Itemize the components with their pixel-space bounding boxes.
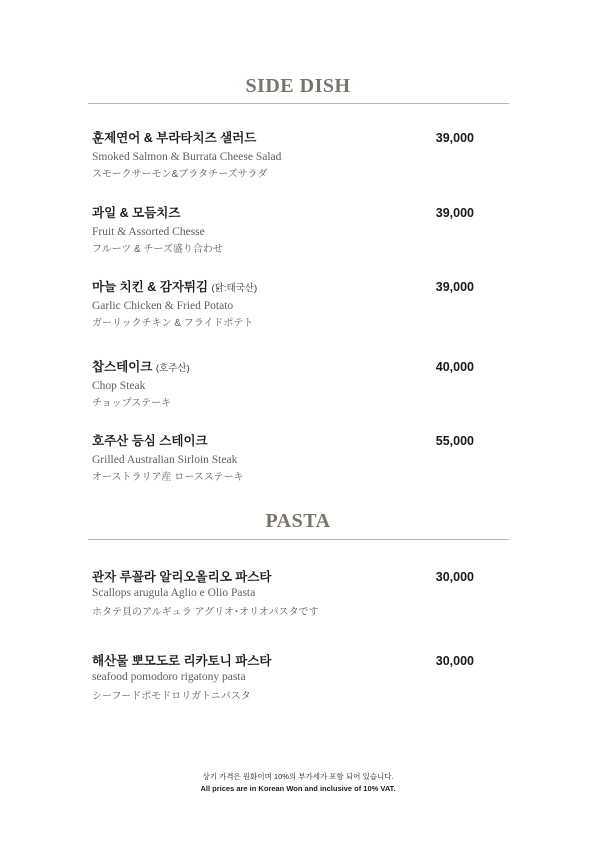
item-price: 30,000 [435,570,474,584]
item-name-jp: ホタテ貝のアルギュラ アグリオ･オリオパスタです [92,607,319,618]
menu-item [92,651,482,702]
menu-item [92,203,482,255]
item-name-jp: ガーリックチキン & フライドポテト [92,318,254,329]
item-name-kr: 찹스테이크 (호주산) [92,360,190,374]
item-name-en: Garlic Chicken & Fried Potato [92,300,234,312]
item-name-kr: 과일 & 모듬치즈 [92,206,181,220]
item-name-en: seafood pomodoro rigatony pasta [92,671,246,683]
footer-note-en: All prices are in Korean Won and inclusive of 10% VAT. [200,784,396,793]
menu-item [92,357,482,409]
item-name-kr: 호주산 등심 스테이크 [92,434,208,448]
item-name-en: Chop Steak [92,380,146,392]
item-origin-note: (닭:태국산) [211,283,258,294]
item-price: 55,000 [435,434,474,448]
item-name-kr: 마늘 치킨 & 감자튀김 (닭:태국산) [92,280,258,294]
item-price: 39,000 [435,206,474,220]
item-name-en: Grilled Australian Sirloin Steak [92,454,238,466]
item-name-jp: チョップステーキ [92,398,172,409]
item-price: 39,000 [435,131,474,145]
item-name-kr: 훈제연어 & 부라타치즈 샐러드 [92,131,257,145]
section-title-side-dish: SIDE DISH [245,75,351,97]
menu-item [92,277,482,329]
menu-item [92,431,482,483]
item-price: 39,000 [435,280,474,294]
footer-note-kr: 상기 가격은 원화이며 10%의 부가세가 포함 되어 있습니다. [202,772,394,781]
section-divider [88,539,509,540]
item-name-en: Fruit & Assorted Chesse [92,226,205,238]
item-price: 40,000 [435,360,474,374]
menu-item [92,567,482,618]
item-name-jp: オーストラリア産 ロースステーキ [92,472,244,483]
item-name-en: Scallops arugula Aglio e Olio Pasta [92,587,256,599]
item-name-en: Smoked Salmon & Burrata Cheese Salad [92,151,282,163]
section-title-pasta: PASTA [265,510,331,532]
menu-item [92,128,482,180]
item-name-kr: 해산물 뽀모도로 리카토니 파스타 [92,654,272,668]
item-name-jp: フルーツ & チーズ盛り合わせ [92,244,223,255]
footer-note [0,771,596,795]
item-origin-note: (호주산) [155,363,190,374]
section-divider [88,103,509,104]
item-name-kr: 관자 루꼴라 알리오올리오 파스타 [92,570,272,584]
item-price: 30,000 [435,654,474,668]
item-name-jp: シーフードポモドロリガトニパスタ [92,691,251,702]
item-name-jp: スモークサーモン&ブラタチーズサラダ [92,169,268,180]
